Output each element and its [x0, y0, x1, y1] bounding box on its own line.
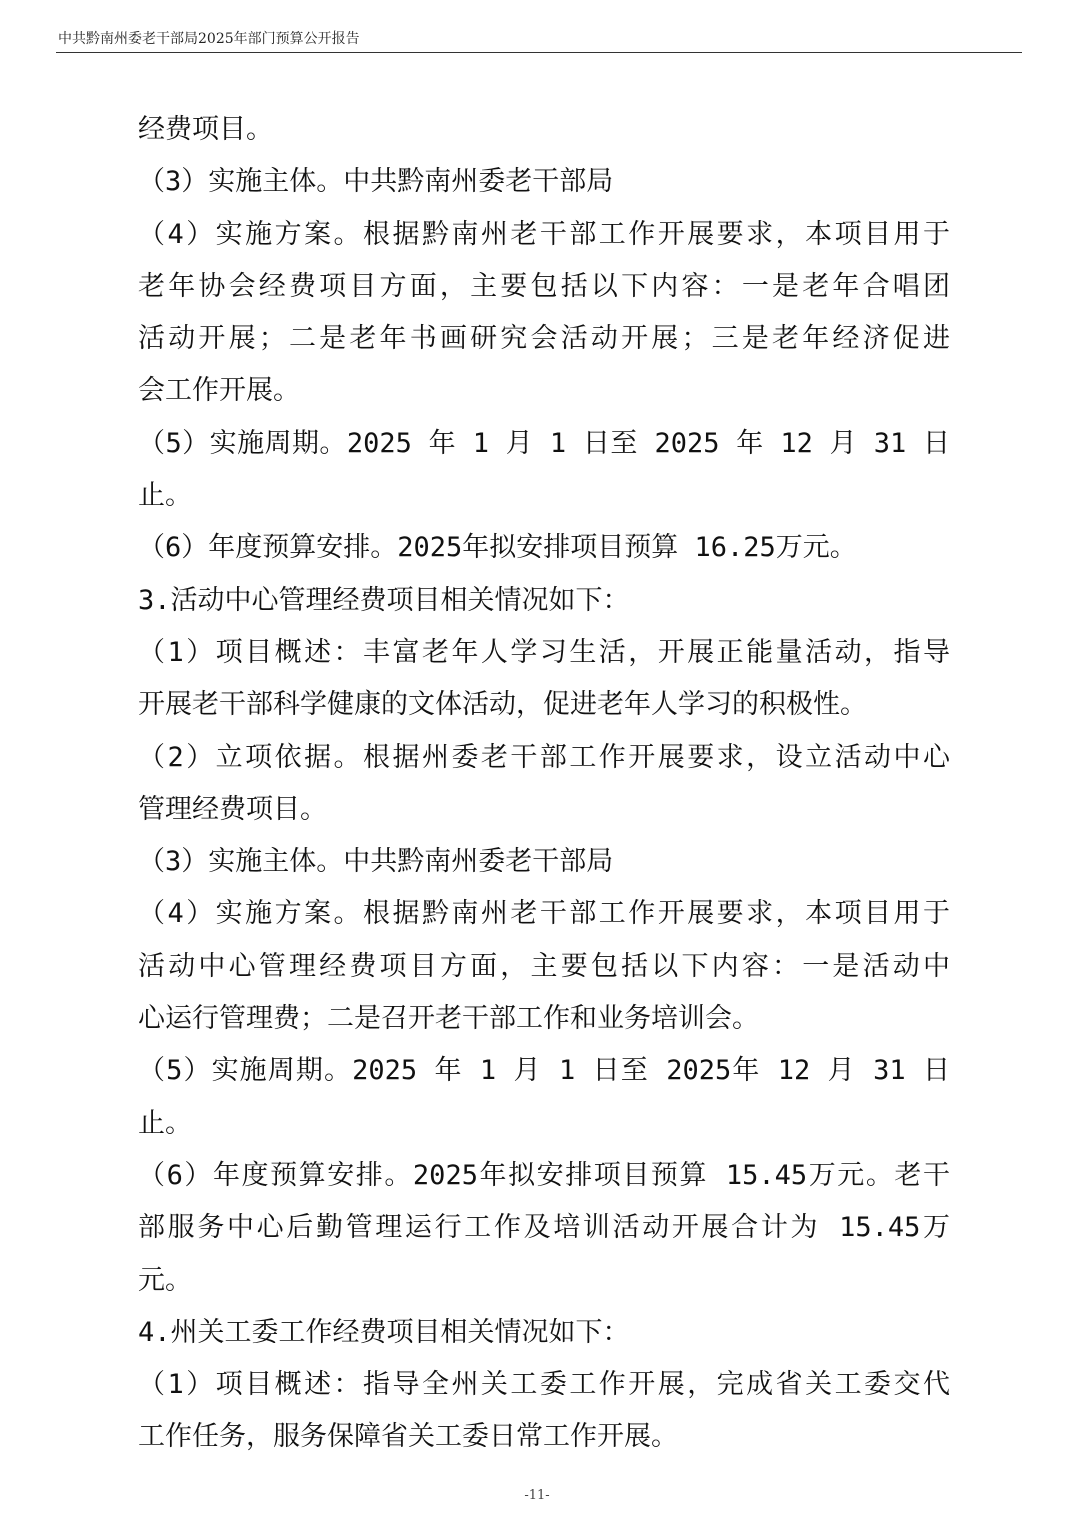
text-line: （3）实施主体。中共黔南州委老干部局: [138, 166, 614, 198]
text-line: （5）实施周期。2025 年 1 月 1 日至 2025 年 12 月 31 日: [138, 427, 950, 459]
text-line: （3）实施主体。中共黔南州委老干部局: [138, 846, 614, 878]
text-line: （1）项目概述：指导全州关工委工作开展，完成省关工委交代: [138, 1369, 950, 1401]
text-line: 活动开展；二是老年书画研究会活动开展；三是老年经济促进: [138, 323, 950, 355]
text-line: 心运行管理费；二是召开老干部工作和业务培训会。: [138, 1003, 759, 1035]
text-line: （1）项目概述：丰富老年人学习生活，开展正能量活动，指导: [138, 636, 950, 668]
text-line: 止。: [138, 1107, 192, 1139]
text-line: 工作任务，服务保障省关工委日常工作开展。: [138, 1421, 678, 1453]
text-line: 止。: [138, 480, 192, 512]
text-line: 4.州关工委工作经费项目相关情况如下：: [138, 1316, 630, 1348]
text-line: （5）实施周期。2025 年 1 月 1 日至 2025年 12 月 31 日: [138, 1055, 950, 1087]
text-line: 开展老干部科学健康的文体活动，促进老年人学习的积极性。: [138, 689, 867, 721]
text-line: 会工作开展。: [138, 375, 300, 407]
page-number: -11-: [524, 1488, 550, 1503]
text-line: 经费项目。: [138, 114, 273, 145]
text-line: （6）年度预算安排。2025年拟安排项目预算 15.45万元。老干: [138, 1159, 950, 1191]
text-line: 老年协会经费项目方面，主要包括以下内容：一是老年合唱团: [138, 270, 950, 302]
text-line: （6）年度预算安排。2025年拟安排项目预算 16.25万元。: [138, 532, 857, 564]
text-line: （4）实施方案。根据黔南州老干部工作开展要求，本项目用于: [138, 218, 950, 250]
text-line: 元。: [138, 1264, 192, 1296]
header-rule: [56, 52, 1022, 53]
document-header: 中共黔南州委老干部局2025年部门预算公开报告: [58, 31, 360, 47]
document-body: [138, 104, 950, 1464]
text-line: 活动中心管理经费项目方面，主要包括以下内容：一是活动中: [138, 950, 950, 982]
text-line: 3.活动中心管理经费项目相关情况如下：: [138, 584, 630, 616]
text-line: 管理经费项目。: [138, 793, 327, 825]
text-line: （4）实施方案。根据黔南州老干部工作开展要求，本项目用于: [138, 898, 950, 930]
text-line: （2）立项依据。根据州委老干部工作开展要求，设立活动中心: [138, 741, 950, 773]
text-line: 部服务中心后勤管理运行工作及培训活动开展合计为 15.45万: [138, 1212, 950, 1244]
